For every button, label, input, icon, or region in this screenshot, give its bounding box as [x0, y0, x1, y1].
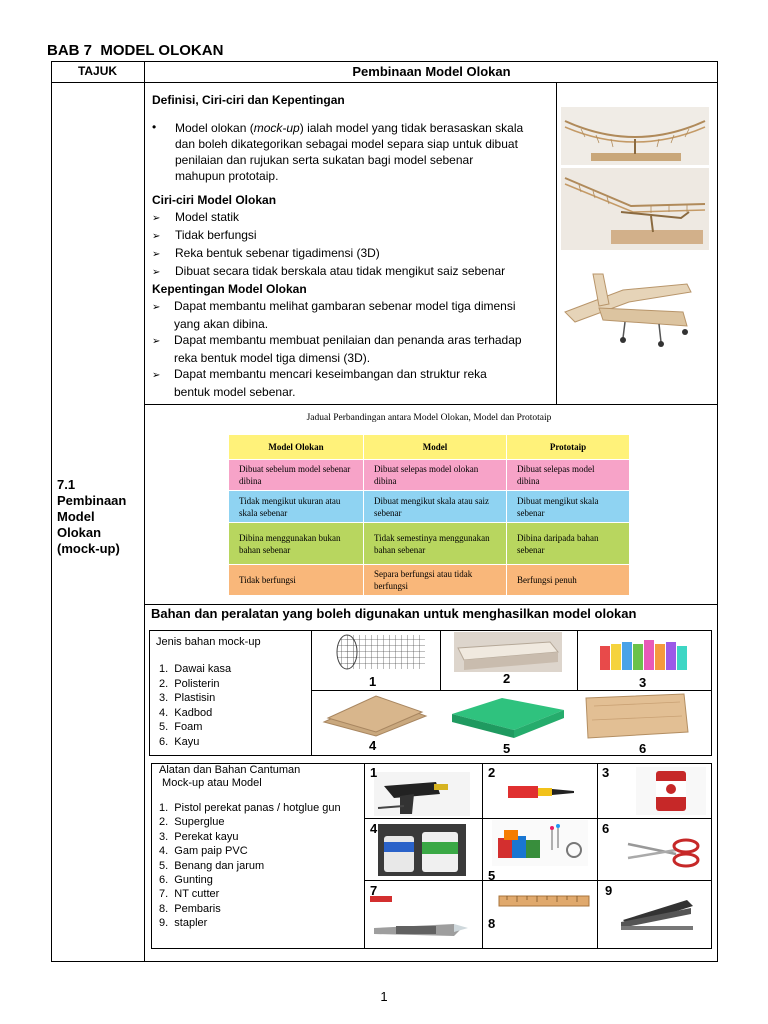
mockup-photo-glider-1: [561, 107, 709, 165]
ciri-item: ➢ Dibuat secara tidak berskala atau tidak mengikut saiz sebenar: [152, 263, 505, 281]
topic-line: 7.1: [57, 477, 76, 492]
superglue-image: [504, 778, 576, 804]
bahan-image-number: 6: [639, 741, 647, 756]
comparison-row: [229, 565, 630, 596]
alatan-grid-line: [364, 818, 712, 819]
thread-needle-image: [492, 820, 588, 866]
kepentingan-heading: Kepentingan Model Olokan: [152, 282, 307, 296]
plasticine-image: [596, 632, 694, 672]
alatan-item: 1. Pistol perekat panas / hotglue gun: [159, 802, 341, 814]
alatan-image-number: 9: [605, 883, 613, 898]
bahan-item: 4. Kadbod: [159, 706, 213, 719]
comparison-cell: Dibuat mengikut skala sebenar: [507, 491, 630, 523]
comparison-header-row: [229, 435, 630, 460]
comparison-header-cell: Model Olokan: [229, 435, 364, 460]
section-divider: [145, 604, 718, 605]
alatan-item: 5. Benang dan jarum: [159, 859, 265, 872]
topic-line: (mock-up): [57, 541, 120, 556]
bahan-image-number: 3: [639, 675, 647, 690]
alatan-list-divider: [364, 763, 365, 949]
alatan-grid-line: [482, 763, 483, 949]
comparison-cell: Separa berfungsi atau tidak berfungsi: [364, 565, 507, 596]
page-title: [47, 42, 223, 59]
header-divider: [51, 82, 718, 83]
alatan-image-number: 7: [370, 883, 378, 898]
bahan-image-number: 2: [503, 671, 511, 686]
comparison-title: Jadual Perbandingan antara Model Olokan, Model dan Prototaip: [306, 413, 552, 423]
alatan-item: 9. stapler: [159, 917, 208, 930]
stapler-image: [617, 892, 695, 932]
comparison-cell: Dibuat selepas model olokan dibina: [364, 460, 507, 491]
arrow-icon: ➢: [152, 231, 161, 242]
header-tajuk: TAJUK: [77, 64, 118, 78]
alatan-item: 6. Gunting: [159, 874, 213, 887]
comparison-cell: Dibuat selepas model dibina: [507, 460, 630, 491]
kepentingan-item: ➢ Dapat membantu melihat gambaran sebenar model tiga dimensi: [152, 298, 522, 316]
comparison-row: [229, 523, 630, 565]
bahan-grid-line: [440, 630, 441, 690]
arrow-icon: ➢: [152, 267, 161, 278]
bahan-image-number: 1: [369, 674, 377, 689]
wire-mesh-image: [335, 633, 427, 673]
bahan-heading: Bahan dan peralatan yang boleh digunakan untuk menghasilkan model olokan: [151, 606, 637, 621]
image-column-divider: [556, 83, 557, 404]
nt-cutter-image: [370, 894, 470, 942]
definisi-line: mahupun prototaip.: [175, 169, 279, 183]
arrow-icon: ➢: [152, 336, 161, 347]
definisi-line: penilaian dan rujukan serta sukatan bagi model sebenar: [175, 153, 474, 167]
topic-line: Pembinaan: [57, 493, 127, 508]
ciri-item: ➢ Tidak berfungsi: [152, 227, 505, 245]
kepentingan-item: ➢ Dapat membantu mencari keseimbangan dan struktur reka: [152, 366, 522, 384]
alatan-title: [159, 764, 300, 790]
wood-glue-image: [636, 767, 706, 815]
mockup-photo-glider-2: [561, 168, 709, 250]
comparison-cell: Dibina daripada bahan sebenar: [507, 523, 630, 565]
kepentingan-list: [152, 298, 522, 400]
page-number: 1: [380, 989, 388, 1004]
kepentingan-item-cont: yang akan dibina.: [174, 317, 269, 331]
alatan-image-number: 4: [370, 821, 378, 836]
bahan-grid-line: [312, 690, 712, 691]
section-divider: [145, 404, 718, 405]
arrow-icon: ➢: [152, 213, 161, 224]
comparison-row: [229, 491, 630, 523]
alatan-image-number: 5: [488, 868, 496, 883]
cardboard-image: [320, 692, 430, 738]
bahan-item: 5. Foam: [159, 721, 203, 734]
topic-label: [57, 477, 126, 557]
comparison-cell: Dibuat mengikut skala atau saiz sebenar: [364, 491, 507, 523]
comparison-header-cell: Model: [364, 435, 507, 460]
chapter-title: MODEL OLOKAN: [100, 42, 224, 59]
alatan-title-line: Alatan dan Bahan Cantuman: [159, 764, 301, 776]
bahan-item: 1. Dawai kasa: [159, 663, 232, 675]
bahan-item: 3. Plastisin: [159, 692, 216, 705]
header-pembinaan: Pembinaan Model Olokan: [352, 64, 511, 79]
alatan-item: 3. Perekat kayu: [159, 830, 239, 843]
bahan-image-number: 5: [503, 741, 511, 756]
alatan-list: [159, 801, 341, 931]
comparison-cell: Dibina menggunakan bukan bahan sebenar: [229, 523, 364, 565]
comparison-cell: Tidak mengikut ukuran atau skala sebenar: [229, 491, 364, 523]
definisi-text-pre: Model olokan (: [175, 121, 254, 135]
mockup-photo-plane: [563, 268, 709, 352]
definisi-heading: Definisi, Ciri-ciri dan Kepentingan: [152, 93, 345, 107]
topic-line: Olokan: [57, 525, 102, 540]
definisi-text-italic: mock-up: [253, 121, 300, 135]
comparison-cell: Tidak berfungsi: [229, 565, 364, 596]
column-divider: [144, 61, 145, 962]
definisi-bullet: •: [152, 120, 157, 134]
comparison-row: [229, 460, 630, 491]
bahan-list: [159, 662, 231, 750]
comparison-cell: Tidak semestinya menggunakan bahan sebenar: [364, 523, 507, 565]
alatan-image-number: 6: [602, 821, 610, 836]
bahan-item: 2. Polisterin: [159, 677, 220, 690]
alatan-grid-line: [364, 880, 712, 881]
alatan-image-number: 2: [488, 765, 496, 780]
ciri-item: ➢ Model statik: [152, 209, 505, 227]
comparison-header-cell: Prototaip: [507, 435, 630, 460]
bahan-grid-line: [577, 630, 578, 690]
ruler-image: [497, 890, 591, 914]
alatan-grid-line: [597, 763, 598, 949]
kepentingan-item-cont: reka bentuk model tiga dimensi (3D).: [174, 351, 371, 365]
alatan-image-number: 8: [488, 916, 496, 931]
hotglue-gun-image: [374, 772, 470, 816]
comparison-cell: Dibuat sebelum model sebenar dibina: [229, 460, 364, 491]
arrow-icon: ➢: [152, 370, 161, 381]
alatan-item: 2. Superglue: [159, 816, 225, 829]
comparison-cell: Berfungsi penuh: [507, 565, 630, 596]
definisi-text: [175, 120, 523, 184]
bahan-grid-line: [711, 690, 712, 756]
ciri-list: [152, 209, 505, 281]
chapter-number: BAB 7: [47, 42, 93, 59]
definisi-text-post: ) ialah model yang tidak berasaskan skala: [299, 121, 524, 135]
foam-image: [444, 692, 572, 740]
bahan-grid-line: [711, 630, 712, 690]
alatan-item: 7. NT cutter: [159, 888, 220, 901]
scissors-image: [624, 834, 706, 868]
bahan-list-divider: [311, 630, 312, 756]
kepentingan-item: ➢ Dapat membantu membuat penilaian dan penanda aras terhadap: [152, 332, 522, 350]
arrow-icon: ➢: [152, 302, 161, 313]
pvc-glue-image: [378, 824, 466, 876]
topic-line: Model: [57, 509, 95, 524]
alatan-title-line: Mock-up atau Model: [159, 777, 262, 789]
bahan-image-number: 4: [369, 738, 377, 753]
arrow-icon: ➢: [152, 249, 161, 260]
comparison-table: [228, 434, 630, 596]
wood-image: [584, 692, 690, 740]
ciri-item: ➢ Reka bentuk sebenar tigadimensi (3D): [152, 245, 505, 263]
alatan-image-number: 3: [602, 765, 610, 780]
alatan-item: 8. Pembaris: [159, 902, 221, 915]
alatan-item: 4. Gam paip PVC: [159, 845, 248, 858]
polystyrene-image: [454, 632, 562, 672]
ciri-heading: Ciri-ciri Model Olokan: [152, 193, 277, 207]
bahan-list-title: Jenis bahan mock-up: [156, 636, 261, 648]
bahan-item: 6. Kayu: [159, 735, 200, 748]
alatan-image-number: 1: [370, 765, 378, 780]
definisi-line: dan boleh dikategorikan sebagai model separa siap untuk dibuat: [175, 137, 518, 151]
kepentingan-item-cont: bentuk model sebenar.: [174, 385, 296, 399]
